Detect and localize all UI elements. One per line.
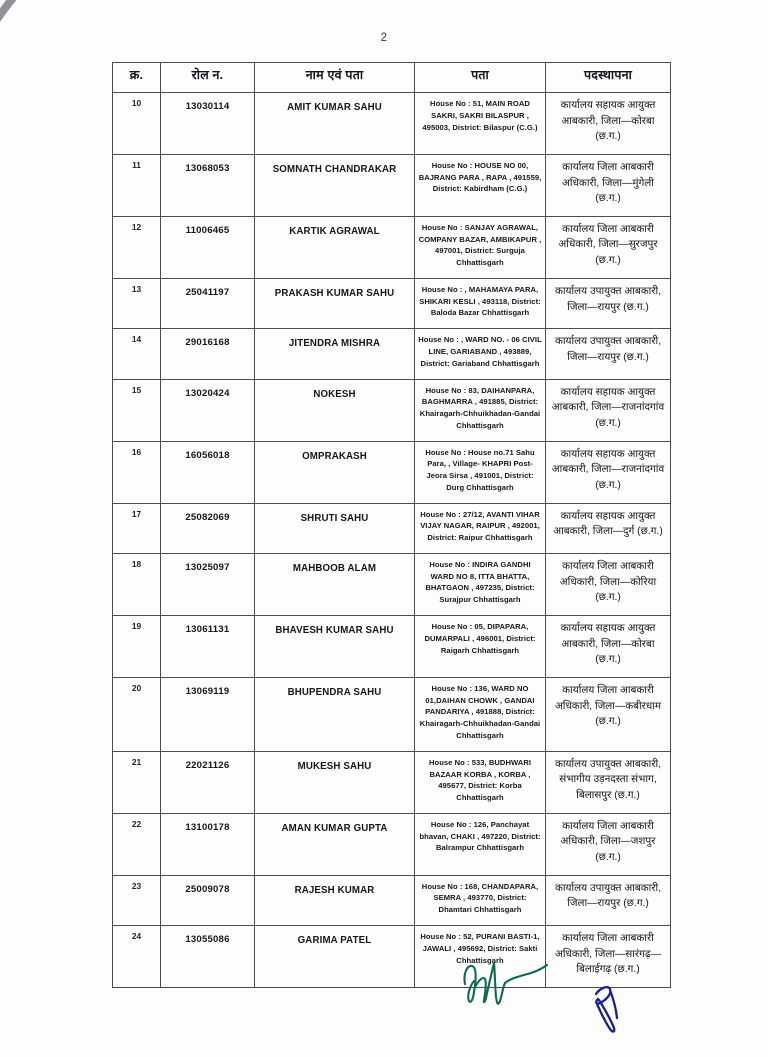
table-header-row (113, 63, 671, 93)
cell-roll-number: 29016168 (161, 329, 255, 379)
cell-candidate-address: House No : House no.71 Sahu Para, , Village- KHAPRI Post- Jeora Sirsa , 491001, District: Durg Chhattisgarh (415, 441, 546, 503)
cell-posting-office: कार्यालय सहायक आयुक्त आबकारी, जिला—राजनांदगांव (छ.ग.) (546, 441, 671, 503)
column-header-name: नाम एवं पता (255, 63, 415, 93)
cell-posting-office: कार्यालय सहायक आयुक्त आबकारी, जिला—राजनांदगांव (छ.ग.) (546, 379, 671, 441)
cell-roll-number: 16056018 (161, 441, 255, 503)
table-row (113, 503, 671, 553)
cell-serial: 11 (113, 154, 161, 216)
table-row (113, 813, 671, 875)
candidate-posting-table (112, 62, 671, 988)
table-row (113, 441, 671, 503)
cell-candidate-address: House No : 05, DIPAPARA, DUMARPALI , 496001, District: Raigarh Chhattisgarh (415, 615, 546, 677)
table-row (113, 329, 671, 379)
table-row (113, 615, 671, 677)
cell-candidate-name: PRAKASH KUMAR SAHU (255, 278, 415, 328)
table-row (113, 677, 671, 751)
cell-candidate-address: House No : SANJAY AGRAWAL, COMPANY BAZAR, AMBIKAPUR , 497001, District: Surguja Chhattisgarh (415, 216, 546, 278)
cell-posting-office: कार्यालय जिला आबकारी अधिकारी, जिला—कोरिया (छ.ग.) (546, 553, 671, 615)
column-header-posting: पदस्थापना (546, 63, 671, 93)
cell-serial: 19 (113, 615, 161, 677)
cell-roll-number: 25041197 (161, 278, 255, 328)
cell-posting-office: कार्यालय जिला आबकारी अधिकारी, जिला—कबीरधाम (छ.ग.) (546, 677, 671, 751)
cell-posting-office: कार्यालय उपायुक्त आबकारी, संभागीय उड़नदस्ता संभाग, बिलासपुर (छ.ग.) (546, 751, 671, 813)
cell-serial: 24 (113, 926, 161, 988)
cell-serial: 12 (113, 216, 161, 278)
cell-candidate-address: House No : 168, CHANDAPARA, SEMRA , 493770, District: Dhamtari Chhattisgarh (415, 875, 546, 925)
cell-roll-number: 22021126 (161, 751, 255, 813)
table-row (113, 875, 671, 925)
cell-roll-number: 25082069 (161, 503, 255, 553)
signature-blue (586, 982, 646, 1038)
cell-candidate-name: OMPRAKASH (255, 441, 415, 503)
cell-candidate-address: House No : 136, WARD NO 01,DAIHAN CHOWK , GANDAI PANDARIYA , 491888, District: Khairagarh-Chhuikhadan-Gandai Chhattisgarh (415, 677, 546, 751)
cell-candidate-name: BHUPENDRA SAHU (255, 677, 415, 751)
cell-candidate-address: House No : , MAHAMAYA PARA, SHIKARI KESLI , 493118, District: Baloda Bazar Chhattisgarh (415, 278, 546, 328)
cell-candidate-name: SHRUTI SAHU (255, 503, 415, 553)
table-header (113, 63, 671, 93)
cell-candidate-address: House No : INDIRA GANDHI WARD NO 8, ITTA BHATTA, BHATGAON , 497235, District: Surajpur Chhattisgarh (415, 553, 546, 615)
cell-candidate-address: House No : , WARD NO. - 06 CIVIL LINE, GARIABAND , 493889, District: Gariaband Chhattisgarh (415, 329, 546, 379)
cell-serial: 22 (113, 813, 161, 875)
cell-candidate-name: AMIT KUMAR SAHU (255, 93, 415, 155)
cell-posting-office: कार्यालय जिला आबकारी अधिकारी, जिला—जशपुर (छ.ग.) (546, 813, 671, 875)
cell-serial: 14 (113, 329, 161, 379)
cell-roll-number: 13100178 (161, 813, 255, 875)
cell-candidate-name: KARTIK AGRAWAL (255, 216, 415, 278)
cell-candidate-name: NOKESH (255, 379, 415, 441)
cell-roll-number: 13068053 (161, 154, 255, 216)
cell-candidate-address: House No : HOUSE NO 00, BAJRANG PARA , RAPA , 491559, District: Kabirdham (C.G.) (415, 154, 546, 216)
cell-serial: 16 (113, 441, 161, 503)
cell-candidate-name: MUKESH SAHU (255, 751, 415, 813)
cell-posting-office: कार्यालय उपायुक्त आबकारी, जिला—रायपुर (छ.ग.) (546, 278, 671, 328)
cell-posting-office: कार्यालय जिला आबकारी अधिकारी, जिला—सारंगढ़—बिलाईगढ़ (छ.ग.) (546, 926, 671, 988)
cell-serial: 17 (113, 503, 161, 553)
cell-roll-number: 13030114 (161, 93, 255, 155)
signature-area (0, 952, 768, 1057)
cell-posting-office: कार्यालय उपायुक्त आबकारी, जिला—रायपुर (छ.ग.) (546, 875, 671, 925)
table-row (113, 379, 671, 441)
cell-candidate-address: House No : 533, BUDHWARI BAZAAR KORBA , KORBA , 495677, District: Korba Chhattisgarh (415, 751, 546, 813)
column-header-roll: रोल न. (161, 63, 255, 93)
cell-candidate-name: AMAN KUMAR GUPTA (255, 813, 415, 875)
column-header-address: पता (415, 63, 546, 93)
cell-serial: 10 (113, 93, 161, 155)
table-row (113, 751, 671, 813)
cell-candidate-name: JITENDRA MISHRA (255, 329, 415, 379)
table-body (113, 93, 671, 988)
cell-candidate-name: MAHBOOB ALAM (255, 553, 415, 615)
cell-candidate-name: RAJESH KUMAR (255, 875, 415, 925)
cell-posting-office: कार्यालय जिला आबकारी अधिकारी, जिला—मुंगेली (छ.ग.) (546, 154, 671, 216)
cell-posting-office: कार्यालय सहायक आयुक्त आबकारी, जिला—कोरबा (छ.ग.) (546, 93, 671, 155)
cell-roll-number: 13069119 (161, 677, 255, 751)
cell-serial: 21 (113, 751, 161, 813)
cell-posting-office: कार्यालय सहायक आयुक्त आबकारी, जिला—दुर्ग (छ.ग.) (546, 503, 671, 553)
signature-green (455, 954, 575, 1014)
cell-roll-number: 13061131 (161, 615, 255, 677)
table-row (113, 93, 671, 155)
cell-roll-number: 25009078 (161, 875, 255, 925)
cell-candidate-address: House No : 51, MAIN ROAD SAKRI, SAKRI BILASPUR , 495003, District: Bilaspur (C.G.) (415, 93, 546, 155)
cell-posting-office: कार्यालय उपायुक्त आबकारी, जिला—रायपुर (छ.ग.) (546, 329, 671, 379)
table-row (113, 154, 671, 216)
table-row (113, 553, 671, 615)
cell-candidate-address: House No : 83, DAIHANPARA, BAGHMARRA , 491885, District: Khairagarh-Chhuikhadan-Gandai Chhattisgarh (415, 379, 546, 441)
cell-serial: 15 (113, 379, 161, 441)
cell-posting-office: कार्यालय सहायक आयुक्त आबकारी, जिला—कोरबा (छ.ग.) (546, 615, 671, 677)
page-number: 2 (380, 32, 388, 44)
cell-candidate-name: BHAVESH KUMAR SAHU (255, 615, 415, 677)
cell-roll-number: 11006465 (161, 216, 255, 278)
cell-candidate-address: House No : 126, Panchayat bhavan, CHAKI , 497220, District: Balrampur Chhattisgarh (415, 813, 546, 875)
column-header-serial: क्र. (113, 63, 161, 93)
cell-serial: 23 (113, 875, 161, 925)
cell-candidate-address: House No : 27/12, AVANTI VIHAR VIJAY NAGAR, RAIPUR , 492001, District: Raipur Chhattisgarh (415, 503, 546, 553)
cell-roll-number: 13055086 (161, 926, 255, 988)
cell-roll-number: 13025097 (161, 553, 255, 615)
cell-serial: 13 (113, 278, 161, 328)
cell-candidate-name: GARIMA PATEL (255, 926, 415, 988)
cell-serial: 20 (113, 677, 161, 751)
cell-candidate-name: SOMNATH CHANDRAKAR (255, 154, 415, 216)
table-row (113, 278, 671, 328)
table-row (113, 216, 671, 278)
cell-posting-office: कार्यालय जिला आबकारी अधिकारी, जिला—सुरजपुर (छ.ग.) (546, 216, 671, 278)
cell-candidate-address: House No : 52, PURANI BASTI-1, JAWALI , 495692, District: Sakti Chhattisgarh (415, 926, 546, 988)
cell-serial: 18 (113, 553, 161, 615)
cell-roll-number: 13020424 (161, 379, 255, 441)
